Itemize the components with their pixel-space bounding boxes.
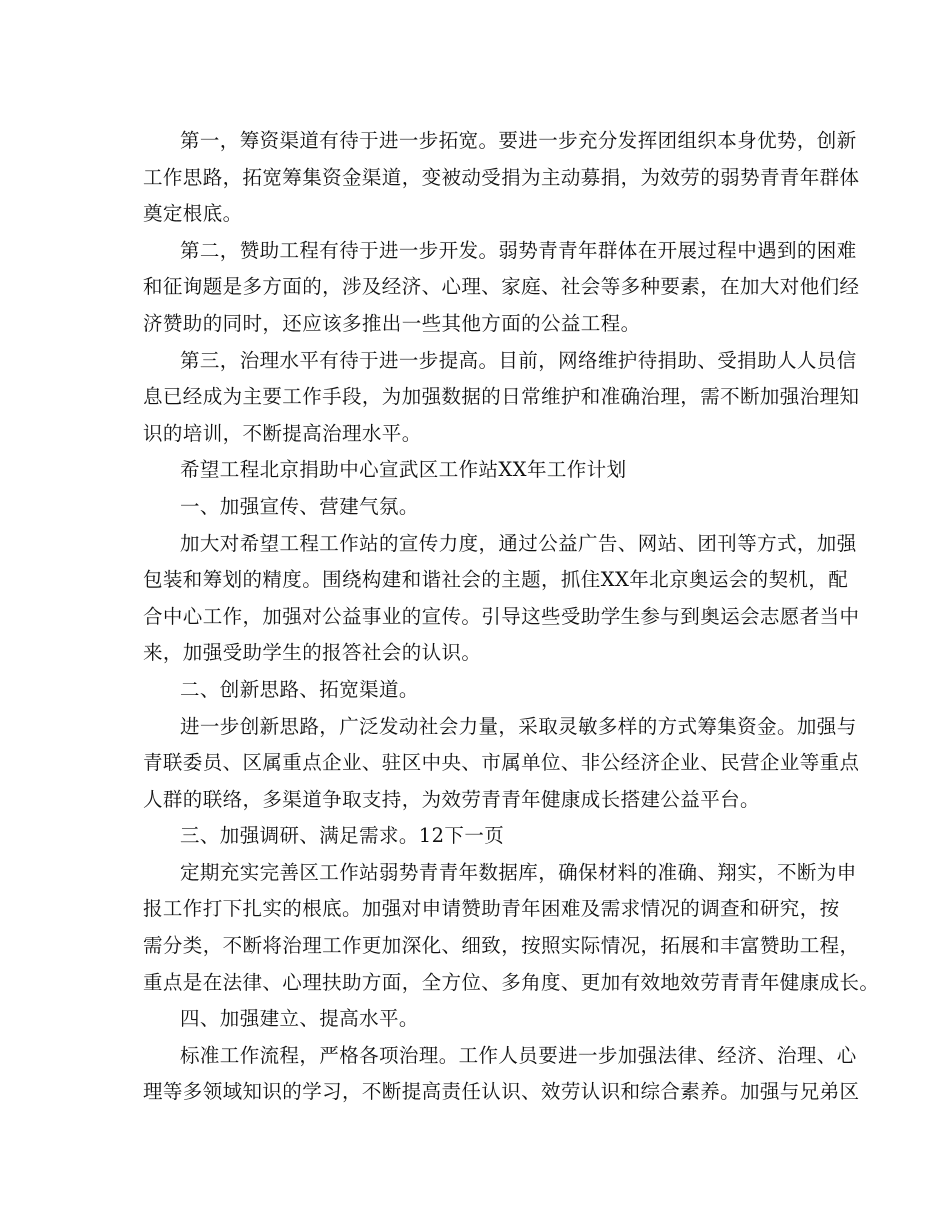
text-line: 息已经成为主要工作手段，为加强数据的日常维护和准确治理，需不断加强治理知: [143, 385, 860, 409]
text-line: 重点是在法律、心理扶助方面，全方位、多角度、更加有效地效劳青青年健康成长。: [143, 970, 880, 994]
text-line: 工作思路，拓宽筹集资金渠道，变被动受捐为主动募捐，为效劳的弱势青青年群体: [143, 165, 860, 189]
text-line: 奠定根底。: [143, 202, 243, 226]
text-line: 四、加强建立、提高水平。: [180, 1007, 419, 1031]
text-line: 希望工程北京捐助中心宣武区工作站XX年工作计划: [180, 458, 627, 482]
text-line: 第三，治理水平有待于进一步提高。目前，网络维护待捐助、受捐助人人员信: [180, 348, 857, 372]
text-line: 和征询题是多方面的，涉及经济、心理、家庭、社会等多种要素，在加大对他们经: [143, 275, 860, 299]
text-line: 第一，筹资渠道有待于进一步拓宽。要进一步充分发挥团组织本身优势，创新: [180, 129, 857, 152]
text-line: 理等多领域知识的学习，不断提高责任认识、效劳认识和综合素养。加强与兄弟区: [143, 1080, 860, 1104]
text-line: 识的培训，不断提高治理水平。: [143, 421, 422, 445]
text-line: 包装和筹划的精度。围绕构建和谐社会的主题，抓住XX年北京奥运会的契机，配: [143, 568, 849, 592]
text-line: 三、加强调研、满足需求。12下一页: [180, 824, 505, 848]
text-line: 加大对希望工程工作站的宣传力度，通过公益广告、网站、团刊等方式，加强: [180, 531, 857, 555]
document-body: [143, 123, 880, 1111]
text-line: 标准工作流程，严格各项治理。工作人员要进一步加强法律、经济、治理、心: [180, 1043, 857, 1067]
text-line: 一、加强宣传、营建气氛。: [180, 494, 419, 518]
text-line: 青联委员、区属重点企业、驻区中央、市属单位、非公经济企业、民营企业等重点: [143, 751, 860, 775]
text-line: 合中心工作，加强对公益事业的宣传。引导这些受助学生参与到奥运会志愿者当中: [143, 604, 860, 628]
text-line: 定期充实完善区工作站弱势青青年数据库，确保材料的准确、翔实，不断为申: [180, 860, 857, 884]
text-line: 人群的联络，多渠道争取支持，为效劳青青年健康成长搭建公益平台。: [143, 787, 760, 811]
text-line: 需分类，不断将治理工作更加深化、细致，按照实际情况，拓展和丰富赞助工程，: [143, 934, 860, 958]
text-line: 进一步创新思路，广泛发动社会力量，采取灵敏多样的方式筹集资金。加强与: [180, 714, 857, 738]
text-line: 二、创新思路、拓宽渠道。: [180, 677, 419, 701]
text-line: 报工作打下扎实的根底。加强对申请赞助青年困难及需求情况的调查和研究，按: [143, 897, 840, 921]
text-line: 来，加强受助学生的报答社会的认识。: [143, 641, 482, 665]
text-line: 第二，赞助工程有待于进一步开发。弱势青青年群体在开展过程中遇到的困难: [180, 238, 857, 262]
text-line: 济赞助的同时，还应该多推出一些其他方面的公益工程。: [143, 311, 641, 335]
